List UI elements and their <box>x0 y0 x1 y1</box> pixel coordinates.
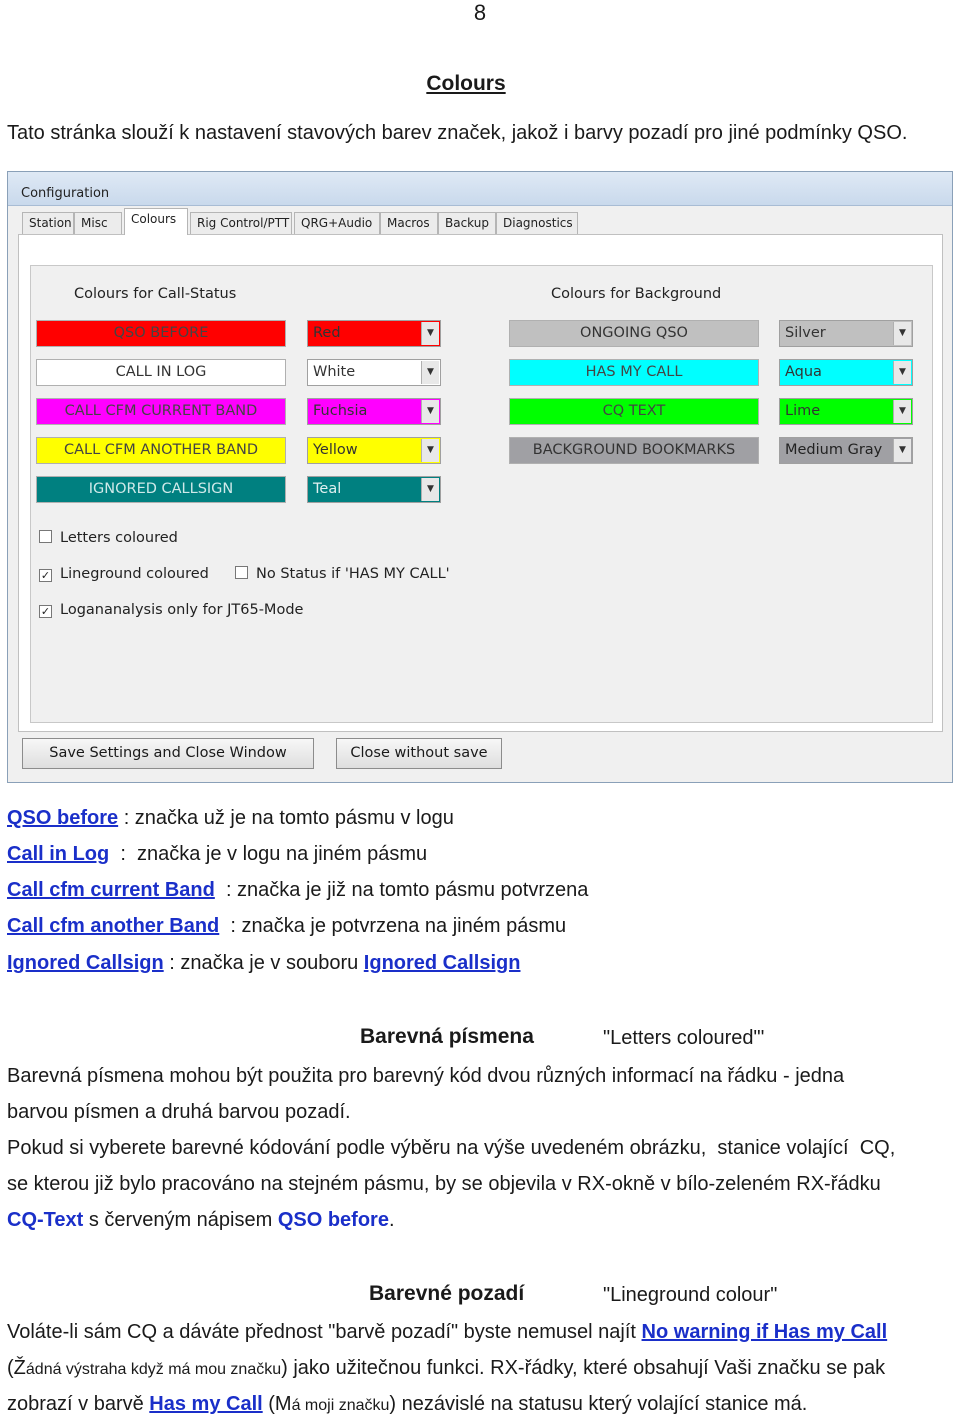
status-swatch-cfm-another-band[interactable]: CALL CFM ANOTHER BAND <box>36 437 286 464</box>
checkbox-label: Letters coloured <box>60 530 178 546</box>
status-combo-qso-before[interactable] <box>307 320 441 347</box>
section-title-letters: Barevná písmena <box>360 1025 534 1048</box>
chevron-down-icon[interactable]: ▼ <box>421 322 439 345</box>
no-warning-link[interactable]: No warning if Has my Call <box>641 1321 888 1343</box>
chevron-down-icon[interactable]: ▼ <box>421 361 439 384</box>
checkmark-icon[interactable]: ✓ <box>40 569 51 582</box>
combo-value: Red <box>313 325 341 341</box>
configuration-window <box>7 171 953 783</box>
legend-line-cfm-another-band <box>7 915 566 938</box>
bg-swatch-bookmarks[interactable]: BACKGROUND BOOKMARKS <box>509 437 759 464</box>
text-span: ) jako užitečnou funkci. RX-řádky, které obsahují Vaši značku se pak <box>281 1357 886 1379</box>
chevron-down-icon[interactable]: ▼ <box>893 322 911 345</box>
chevron-down-icon[interactable]: ▼ <box>893 361 911 384</box>
legend-line-call-in-log <box>7 843 427 866</box>
status-swatch-qso-before[interactable]: QSO BEFORE <box>36 320 286 347</box>
legend-desc: : značka je již na tomto pásmu potvrzena <box>214 879 589 901</box>
legend-term-link[interactable]: Ignored Callsign <box>363 952 521 974</box>
status-swatch-call-in-log[interactable]: CALL IN LOG <box>36 359 286 386</box>
chevron-down-icon[interactable]: ▼ <box>893 439 911 462</box>
status-combo-call-in-log[interactable] <box>307 359 441 386</box>
paragraph-line <box>7 1393 807 1416</box>
lineground-coloured-checkbox[interactable] <box>39 566 209 582</box>
checkbox-label: Logananalysis only for JT65-Mode <box>60 602 304 618</box>
status-combo-cfm-another-band[interactable] <box>307 437 441 464</box>
combo-value: Lime <box>785 403 821 419</box>
checkbox-unchecked-icon[interactable] <box>235 566 248 579</box>
status-combo-ignored-callsign[interactable] <box>307 476 441 503</box>
section-quote-letters: "Letters coloured"' <box>603 1027 765 1049</box>
checkmark-icon[interactable]: ✓ <box>40 605 51 618</box>
text-span: Voláte-li sám CQ a dáváte přednost "barvě pozadí" byste nemusel najít <box>7 1321 642 1343</box>
paragraph-line: barvou písmen a druhá barvou pozadí. <box>7 1101 351 1123</box>
text-span-small: á moji značku <box>291 1397 390 1414</box>
qso-before-term: QSO before <box>277 1209 389 1231</box>
checkbox-label: Lineground coloured <box>60 566 209 582</box>
chevron-down-icon[interactable]: ▼ <box>421 400 439 423</box>
legend-line-cfm-current-band <box>7 879 588 902</box>
checkbox-unchecked-icon[interactable] <box>39 530 52 543</box>
tab-macros[interactable]: Macros <box>380 212 438 234</box>
tab-colours[interactable]: Colours <box>124 208 188 235</box>
tab-misc[interactable]: Misc <box>74 212 122 234</box>
loganalysis-jt65-checkbox[interactable] <box>39 602 303 618</box>
text-span: . <box>388 1209 395 1231</box>
chevron-down-icon[interactable]: ▼ <box>421 478 439 501</box>
legend-term[interactable]: Ignored Callsign <box>7 952 164 974</box>
checkbox-label: No Status if 'HAS MY CALL' <box>256 566 450 582</box>
background-label: Colours for Background <box>551 286 722 302</box>
intro-text: Tato stránka slouží k nastavení stavových barev značek, jakož i barvy pozadí pro jiné podmínky QSO. <box>7 122 908 144</box>
text-span: zobrazí v barvě <box>7 1393 150 1415</box>
combo-value: Yellow <box>313 442 358 458</box>
combo-value: Silver <box>785 325 826 341</box>
legend-desc: : značka je potvrzena na jiném pásmu <box>219 915 567 937</box>
bg-swatch-ongoing-qso[interactable]: ONGOING QSO <box>509 320 759 347</box>
paragraph-line: Barevná písmena mohou být použita pro barevný kód dvou různých informací na řádku - jedna <box>7 1065 845 1087</box>
window-title: Configuration <box>21 186 110 201</box>
text-span: (M <box>262 1393 292 1415</box>
section-title-background: Barevné pozadí <box>369 1282 525 1305</box>
chevron-down-icon[interactable]: ▼ <box>893 400 911 423</box>
cq-text-term: CQ-Text <box>7 1209 84 1231</box>
status-combo-cfm-current-band[interactable] <box>307 398 441 425</box>
text-span: s červeným nápisem <box>83 1209 278 1231</box>
combo-value: Aqua <box>785 364 822 380</box>
legend-term[interactable]: Call in Log <box>7 843 110 865</box>
text-span-small: ádná výstraha když má mou značku <box>25 1361 282 1378</box>
page-heading: Colours <box>426 72 506 95</box>
legend-term[interactable]: Call cfm current Band <box>7 879 215 901</box>
combo-value: Fuchsia <box>313 403 368 419</box>
legend-desc: : značka už je na tomto pásmu v logu <box>118 807 454 829</box>
close-without-save-button[interactable]: Close without save <box>336 738 502 769</box>
legend-line-qso-before <box>7 807 454 830</box>
tab-qrg-audio[interactable]: QRG+Audio <box>294 212 380 234</box>
bg-combo-bookmarks[interactable] <box>779 437 913 464</box>
tab-rig-control[interactable]: Rig Control/PTT <box>190 212 292 234</box>
paragraph-line <box>7 1321 887 1344</box>
no-status-has-my-call-checkbox[interactable] <box>235 566 450 582</box>
section-quote-background: "Lineground colour" <box>603 1284 778 1306</box>
bg-combo-cq-text[interactable] <box>779 398 913 425</box>
tab-backup[interactable]: Backup <box>438 212 496 234</box>
text-span: ) nezávislé na statusu který volající stanice má. <box>389 1393 808 1415</box>
call-status-label: Colours for Call-Status <box>74 286 237 302</box>
legend-desc: : značka je v souboru <box>163 952 364 974</box>
letters-coloured-checkbox[interactable] <box>39 530 178 546</box>
paragraph-line <box>7 1209 395 1232</box>
legend-term[interactable]: QSO before <box>7 807 119 829</box>
bg-combo-has-my-call[interactable] <box>779 359 913 386</box>
window-titlebar <box>8 172 952 206</box>
bg-combo-ongoing-qso[interactable] <box>779 320 913 347</box>
page-number: 8 <box>473 0 487 25</box>
save-settings-button[interactable]: Save Settings and Close Window <box>22 738 314 769</box>
legend-line-ignored-callsign <box>7 952 520 975</box>
combo-value: White <box>313 364 356 380</box>
bg-swatch-cq-text[interactable]: CQ TEXT <box>509 398 759 425</box>
legend-desc: : značka je v logu na jiném pásmu <box>109 843 428 865</box>
paragraph-line <box>7 1357 885 1380</box>
paragraph-line: se kterou již bylo pracováno na stejném pásmu, by se objevila v RX-okně v bílo-zeleném RX-řádku <box>7 1173 881 1195</box>
status-swatch-cfm-current-band[interactable]: CALL CFM CURRENT BAND <box>36 398 286 425</box>
colours-groupbox <box>30 265 933 723</box>
bg-swatch-has-my-call[interactable]: HAS MY CALL <box>509 359 759 386</box>
tab-diagnostics[interactable]: Diagnostics <box>496 212 578 234</box>
tab-station[interactable]: Station <box>22 212 74 234</box>
status-swatch-ignored-callsign[interactable]: IGNORED CALLSIGN <box>36 476 286 503</box>
legend-term[interactable]: Call cfm another Band <box>7 915 220 937</box>
chevron-down-icon[interactable]: ▼ <box>421 439 439 462</box>
combo-value: Medium Gray <box>785 442 883 458</box>
paragraph-line: Pokud si vyberete barevné kódování podle výběru na výše uvedeném obrázku, stanice volající CQ, <box>7 1137 896 1159</box>
has-my-call-link[interactable]: Has my Call <box>149 1393 263 1415</box>
text-span: (Ž <box>7 1357 26 1379</box>
combo-value: Teal <box>313 481 342 497</box>
